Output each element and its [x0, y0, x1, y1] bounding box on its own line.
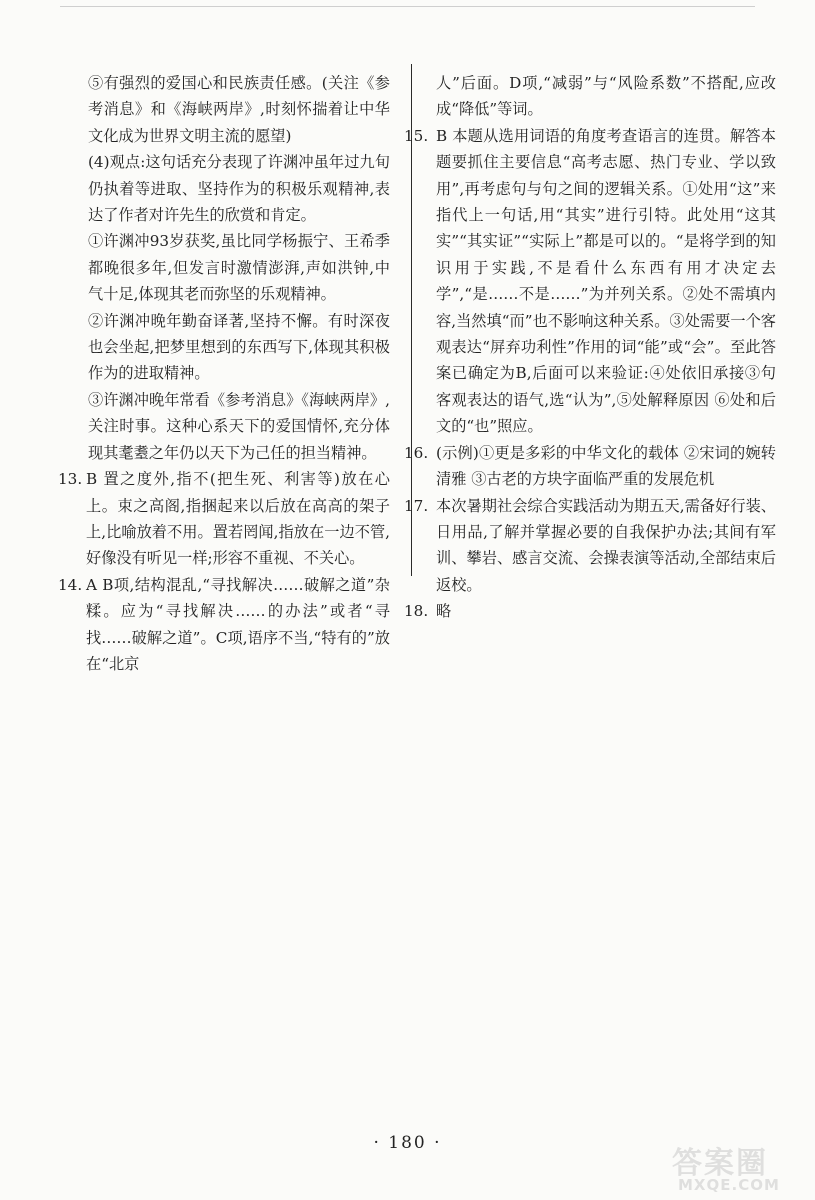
question-18-answer: 略: [436, 602, 452, 621]
question-16-answer: (示例)①更是多彩的中华文化的载体 ②宋词的婉转清雅 ③古老的方块字面临严重的发展危机: [436, 443, 776, 489]
viewpoint-paragraph: (4)观点:这句话充分表现了许渊冲虽年过九旬仍执着等进取、坚持作为的积极乐观精神,表达了作者对许先生的欣赏和肯定。: [88, 153, 390, 225]
answer-point-5: ⑤有强烈的爱国心和民族责任感。(关注《参考消息》和《海峡两岸》,时刻怀揣着让中华文化成为世界文明主流的愿望): [88, 74, 390, 145]
reason-1: ①许渊冲93岁获奖,虽比同学杨振宁、王希季都晚很多年,但发言时激情澎湃,声如洪钟,中气十足,体现其老而弥坚的乐观精神。: [88, 232, 390, 304]
question-16: [404, 440, 776, 493]
question-15-number: 15.: [404, 126, 429, 145]
top-rule: [60, 6, 755, 7]
question-13: [58, 466, 390, 572]
question-18: [404, 598, 776, 624]
reason-2: ②许渊冲晚年勤奋译著,坚持不懈。有时深夜也会坐起,把梦里想到的东西写下,体现其积极作为的进取精神。: [88, 311, 390, 383]
question-14-answer: A B项,结构混乱,“寻找解决……破解之道”杂糅。应为“寻找解决……的办法”或者“寻找……破解之道”。C项,语序不当,“特有的”放在“北京: [86, 575, 390, 673]
question-18-number: 18.: [404, 602, 429, 621]
watermark-url: MXQE.COM: [678, 1176, 780, 1194]
question-15: [404, 123, 776, 440]
watermark-logo: [660, 1138, 800, 1198]
question-16-number: 16.: [404, 443, 429, 462]
question-15-answer: B 本题从选用词语的角度考查语言的连贯。解答本题要抓住主要信息“高考志愿、热门专业、学以致用”,再考虑句与句之间的逻辑关系。①处用“这”来指代上一句话,用“其实”进行引特。此处用“这其实”“其实证”“实际上”都是可以的。“是将学到的知识用于实践,不是看什么东西有用才决定去学”,“是……不是……”为并列关系。②处不需填内容,当然填“而”也不影响这种关系。③处需要一个客观表达“屏弃功利性”作用的词“能”或“会”。至此答案已确定为B,后面可以来验证:④处依旧承接③句客观表达的语气,选“认为”,⑤处解释原因 ⑥处和后文的“也”照应。: [436, 126, 776, 436]
question-17-number: 17.: [404, 496, 429, 515]
question-14-continued: 人”后面。D项,“减弱”与“风险系数”不搭配,应改成“降低”等词。: [436, 74, 776, 119]
question-14-number: 14.: [58, 575, 83, 594]
left-column: [58, 70, 390, 677]
page-number: · 180 ·: [373, 1133, 442, 1153]
question-14: [58, 572, 390, 678]
question-17: [404, 493, 776, 599]
question-13-answer: B 置之度外,指不(把生死、利害等)放在心上。束之高阁,指捆起来以后放在高高的架子上,比喻放着不用。置若罔闻,指放在一边不管,好像没有听见一样;形容不重视、不关心。: [86, 470, 390, 568]
question-17-answer: 本次暑期社会综合实践活动为期五天,需备好行装、日用品,了解并掌握必要的自我保护办法;其间有军训、攀岩、感言交流、会操表演等活动,全部结束后返校。: [436, 496, 776, 594]
question-13-number: 13.: [58, 470, 83, 489]
reason-3: ③许渊冲晚年常看《参考消息》《海峡两岸》,关注时事。这种心系天下的爱国情怀,充分体现其耄耋之年仍以天下为己任的担当精神。: [88, 390, 390, 462]
right-column: [404, 70, 776, 625]
watermark-brand: 答案圈: [672, 1146, 768, 1181]
